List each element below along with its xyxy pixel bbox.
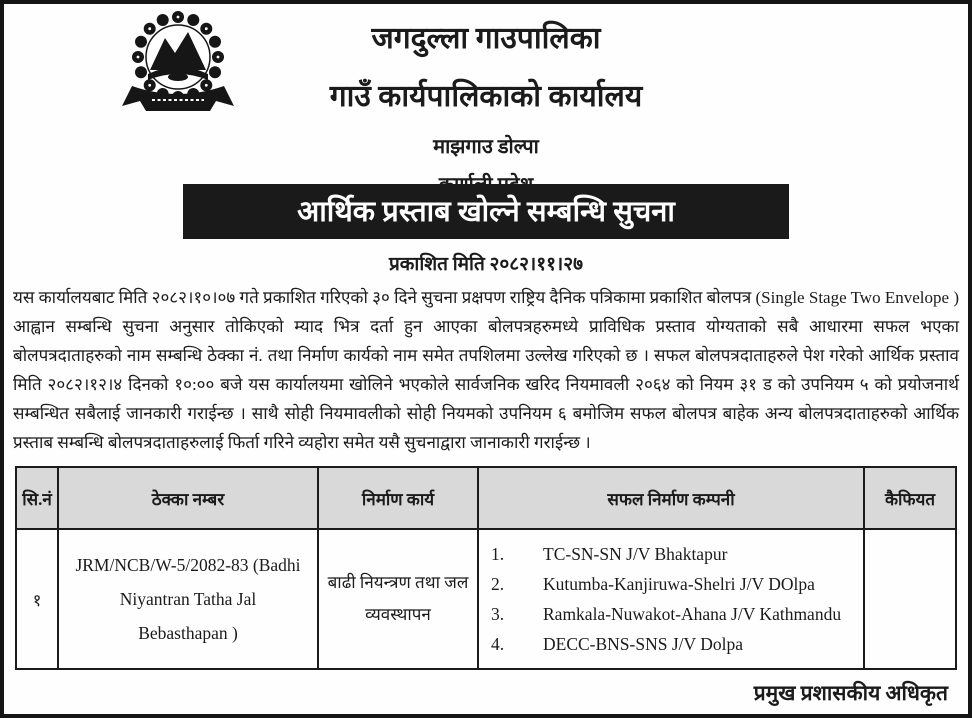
serial-number-cell: १ xyxy=(16,529,58,669)
company-number: 3. xyxy=(491,604,505,624)
table-header-row xyxy=(16,467,956,529)
company-number: 2. xyxy=(491,574,505,594)
col-header-contract: ठेक्का नम्बर xyxy=(58,467,318,529)
company-list-item xyxy=(491,569,857,599)
table-row xyxy=(16,529,956,669)
company-name: Ramkala-Nuwakot-Ahana J/V Kathmandu xyxy=(543,604,842,624)
company-list-item xyxy=(491,539,857,569)
remarks-cell xyxy=(864,529,956,669)
government-emblem-icon xyxy=(118,10,238,122)
col-header-companies: सफल निर्माण कम्पनी xyxy=(478,467,864,529)
tender-results-table xyxy=(15,466,957,670)
document-header xyxy=(4,4,968,196)
company-number: 4. xyxy=(491,634,505,654)
signatory-title: प्रमुख प्रशासकीय अधिकृत xyxy=(753,681,948,705)
company-name: TC-SN-SN J/V Bhaktapur xyxy=(543,544,728,564)
col-header-remarks: कैफियत xyxy=(864,467,956,529)
company-name: DECC-BNS-SNS J/V Dolpa xyxy=(543,634,743,654)
address-line: माझगाउ डोल्पा xyxy=(433,136,539,158)
company-list-item xyxy=(491,599,857,629)
company-list-item xyxy=(491,629,857,659)
col-header-work: निर्माण कार्य xyxy=(318,467,478,529)
successful-companies-cell xyxy=(478,529,864,669)
province-line: कर्णाली प्रदेश xyxy=(438,174,534,196)
published-date: प्रकाशित मिति २०८२।११।२७ xyxy=(389,254,583,275)
notice-body-paragraph: यस कार्यालयबाट मिति २०८२।१०।०७ गते प्रकाशित गरिएको ३० दिने सुचना प्रक्षपण राष्ट्रिय दैनिक पत्रिकामा प्रकाशित बोलपत्र (Single Stage Two Envelope ) आह्वान सम्बन्धि सुचना अनुसार तोकिएको म्याद भित्र दर्ता हुन आएका बोलपत्रहरुमध्ये प्राविधिक प्रस्ताव योग्यताको सबै आधारमा सफल भएका बोलपत्रदाताहरुको नाम सम्बन्धि ठेक्का नं. तथा निर्माण कार्यको नाम समेत तपशिलमा उल्लेख गरिएको छ । सफल बोलपत्रदाताहरुले पेश गरेको आर्थिक प्रस्ताव मिति २०८२।१२।४ दिनको १०:०० बजे यस कार्यालयमा खोलिने भएकोले सार्वजनिक खरिद नियमावली २०६४ को नियम ३१ ड को उपनियम ५ को प्रयोजनार्थ सम्बन्धित सबैलाई जानकारी गराईन्छ । साथै सोही नियमावलीको सोही नियमको उपनियम ६ बमोजिम सफल बोलपत्र बाहेक अन्य बोलपत्रदाताहरुको आर्थिक प्रस्ताब सम्बन्धि बोलपत्रदाताहरुलाई फिर्ता गरिने व्यहोरा समेत यसै सुचनाद्वारा जानाकारी गराईन्छ । xyxy=(13,288,959,452)
company-number: 1. xyxy=(491,544,505,564)
notice-title-banner: आर्थिक प्रस्ताब खोल्ने सम्बन्धि सुचना xyxy=(183,184,789,239)
municipality-name: जगदुल्ला गाउपालिका xyxy=(371,22,601,55)
construction-work-cell: बाढी नियन्त्रण तथा जल व्यवस्थापन xyxy=(318,529,478,669)
company-name: Kutumba-Kanjiruwa-Shelri J/V DOlpa xyxy=(543,574,815,594)
contract-number-cell: JRM/NCB/W-5/2082-83 (Badhi Niyantran Tatha Jal Bebasthapan ) xyxy=(58,529,318,669)
col-header-serial: सि.नं xyxy=(16,467,58,529)
office-name: गाउँ कार्यपालिकाको कार्यालय xyxy=(329,80,643,113)
